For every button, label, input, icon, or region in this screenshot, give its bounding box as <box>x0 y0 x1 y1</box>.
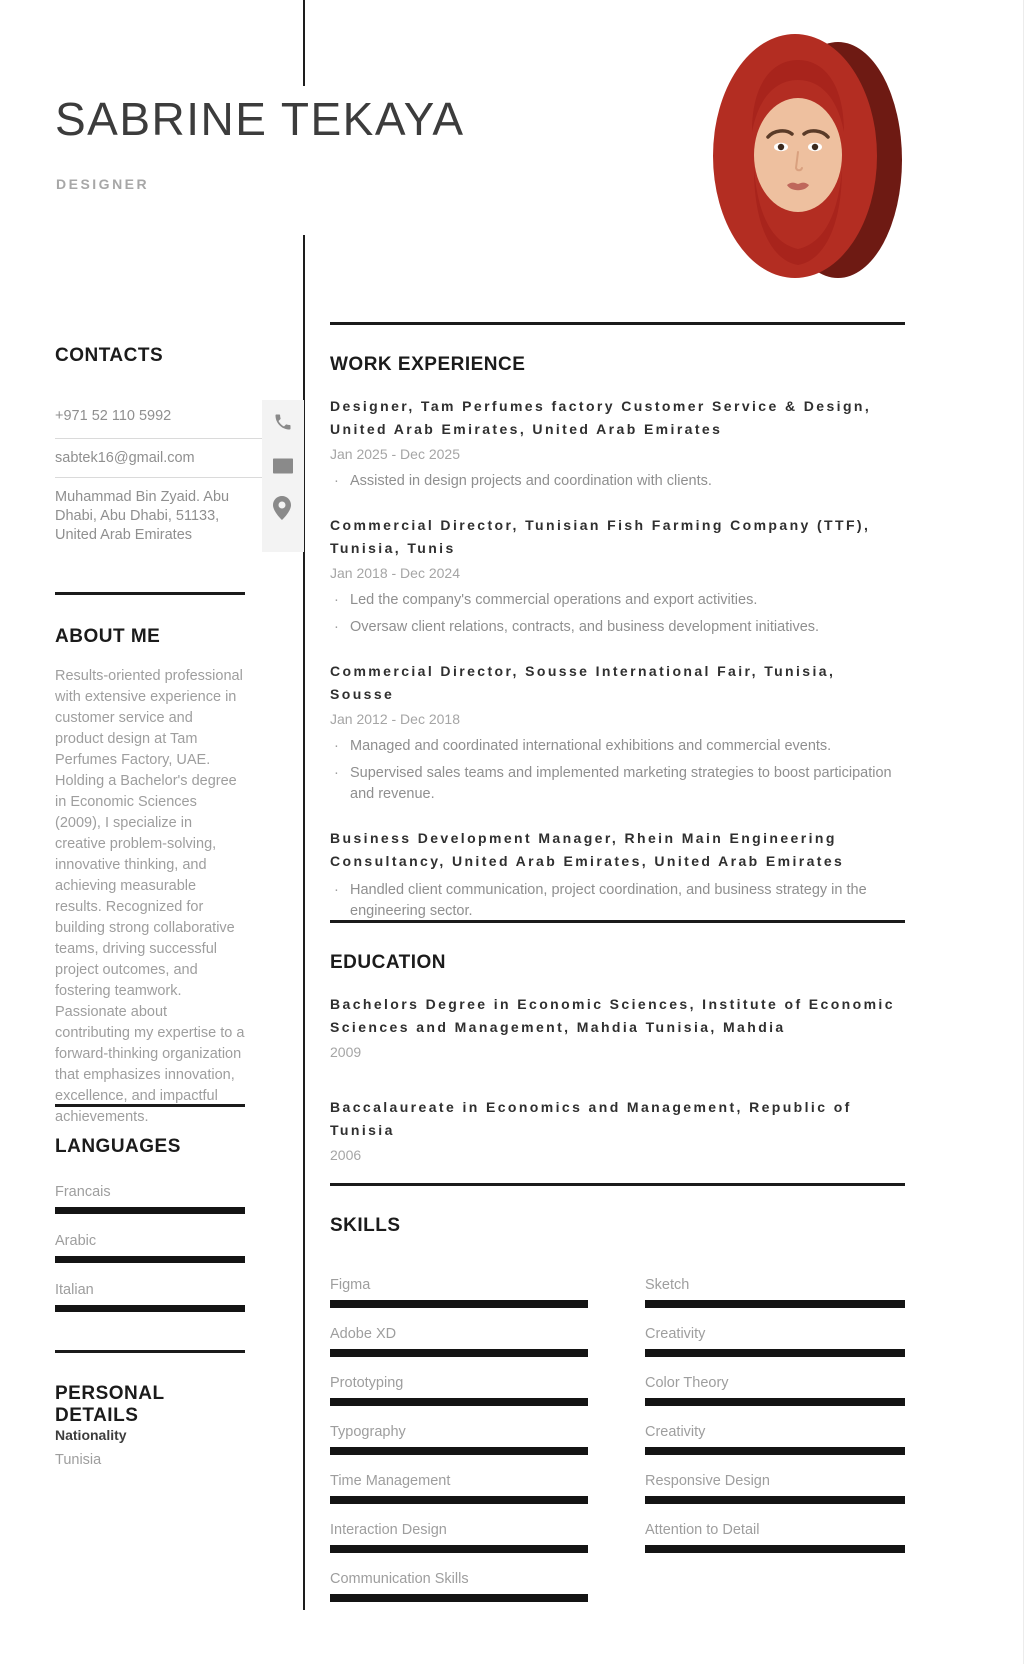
bullet-text: Managed and coordinated international exhibitions and commercial events. <box>350 738 832 754</box>
about-text: Results-oriented professional with extensive experience in customer service and product design at Tam Perfumes Factory, UAE. Holding a Bachelor's degree in Economic Sciences (2009), I specialize in creative problem-solving, innovative thinking, and achieving measurable results. Recognized for building strong collaborative teams, driving successful project outcomes, and fostering teamwork. Passionate about contributing my expertise to a forward-thinking organization that emphasizes innovation, excellence, and impactful achievements. <box>55 668 245 1125</box>
skills-heading: SKILLS <box>330 1215 401 1236</box>
skill-level-bar <box>645 1447 905 1455</box>
skill-level-bar <box>645 1496 905 1504</box>
job-bullet <box>330 880 905 922</box>
skill-item <box>330 1570 588 1602</box>
skill-item <box>330 1276 588 1308</box>
email-value: sabtek16@gmail.com <box>55 450 195 466</box>
skill-item <box>330 1472 588 1504</box>
job-dates: Jan 2012 - Dec 2018 <box>330 711 460 727</box>
skill-item <box>645 1521 905 1553</box>
mail-icon <box>273 458 293 474</box>
skill-level-bar <box>330 1496 588 1504</box>
skill-label: Figma <box>330 1277 371 1293</box>
work-experience-heading: WORK EXPERIENCE <box>330 354 526 375</box>
skill-label: Creativity <box>645 1326 706 1342</box>
job-bullet <box>330 590 905 611</box>
job-bullet <box>330 763 905 805</box>
skills-column-right <box>645 1276 905 1570</box>
skill-level-bar <box>330 1300 588 1308</box>
page-title: SABRINE TEKAYA <box>55 93 465 145</box>
language-level-bar <box>55 1207 245 1214</box>
skill-item <box>645 1325 905 1357</box>
skill-level-bar <box>645 1398 905 1406</box>
language-label: Italian <box>55 1282 94 1298</box>
skill-label: Prototyping <box>330 1375 404 1391</box>
skill-level-bar <box>330 1447 588 1455</box>
skill-item <box>330 1374 588 1406</box>
job-bullets <box>330 471 905 492</box>
job-title: Commercial Director, Tunisian Fish Farming Company (TTF), Tunisia, Tunis <box>330 517 871 556</box>
skill-level-bar <box>645 1300 905 1308</box>
bullet-text: Led the company's commercial operations and export activities. <box>350 592 758 608</box>
skill-label: Adobe XD <box>330 1326 397 1342</box>
about-heading: ABOUT ME <box>55 626 161 647</box>
job-entry <box>330 827 905 922</box>
contact-separator <box>55 477 263 478</box>
education-entry <box>330 1096 905 1165</box>
skill-item <box>330 1521 588 1553</box>
bullet-dot-icon: · <box>334 765 339 781</box>
skill-item <box>645 1276 905 1308</box>
education-title: Bachelors Degree in Economic Sciences, Institute of Economic Sciences and Management, Mahdia Tunisia, Mahdia <box>330 996 895 1035</box>
skill-item <box>645 1374 905 1406</box>
education-year: 2006 <box>330 1147 362 1163</box>
bullet-dot-icon: · <box>334 882 339 898</box>
languages-list <box>55 1182 245 1329</box>
vertical-divider-top <box>303 0 305 86</box>
bullet-text: Assisted in design projects and coordination with clients. <box>350 473 712 489</box>
languages-heading: LANGUAGES <box>55 1136 181 1157</box>
job-entry <box>330 395 905 492</box>
section-rule <box>55 1104 245 1107</box>
job-bullets <box>330 736 905 805</box>
skill-item <box>330 1325 588 1357</box>
nationality-label: Nationality <box>55 1427 127 1443</box>
contacts-heading: CONTACTS <box>55 345 164 366</box>
skill-label: Time Management <box>330 1473 451 1489</box>
job-entry <box>330 514 905 638</box>
job-dates: Jan 2025 - Dec 2025 <box>330 446 460 462</box>
language-level-bar <box>55 1305 245 1312</box>
job-bullets <box>330 590 905 638</box>
section-rule <box>330 920 905 923</box>
language-label: Arabic <box>55 1233 97 1249</box>
portrait-illustration <box>700 18 905 283</box>
language-item <box>55 1182 245 1214</box>
phone-value: +971 52 110 5992 <box>55 408 172 424</box>
bullet-dot-icon: · <box>334 592 339 608</box>
job-title: Commercial Director, Sousse International Fair, Tunisia, Sousse <box>330 663 836 702</box>
skill-level-bar <box>330 1594 588 1602</box>
job-bullet <box>330 471 905 492</box>
education-title: Baccalaureate in Economics and Management, Republic of Tunisia <box>330 1099 852 1138</box>
skill-item <box>330 1423 588 1455</box>
job-title: Designer, Tam Perfumes factory Customer Service & Design, United Arab Emirates, United Arab Emirates <box>330 398 872 437</box>
skill-label: Interaction Design <box>330 1522 447 1538</box>
skill-item <box>645 1423 905 1455</box>
section-rule <box>330 1183 905 1186</box>
phone-icon <box>273 412 293 432</box>
bullet-text: Oversaw client relations, contracts, and business development initiatives. <box>350 619 820 635</box>
skill-label: Communication Skills <box>330 1571 469 1587</box>
location-icon <box>273 496 291 520</box>
bullet-dot-icon: · <box>334 619 339 635</box>
section-rule <box>55 592 245 595</box>
language-label: Francais <box>55 1184 111 1200</box>
skill-item <box>645 1472 905 1504</box>
job-entry <box>330 660 905 805</box>
bullet-dot-icon: · <box>334 738 339 754</box>
section-rule <box>330 322 905 325</box>
language-item <box>55 1280 245 1312</box>
address-value: Muhammad Bin Zyaid. Abu Dhabi, Abu Dhabi, 51133, United Arab Emirates <box>55 489 230 543</box>
nationality-value: Tunisia <box>55 1452 102 1468</box>
work-experience-list <box>330 395 905 944</box>
skill-label: Creativity <box>645 1424 706 1440</box>
skill-label: Responsive Design <box>645 1473 770 1489</box>
skill-level-bar <box>645 1545 905 1553</box>
education-heading: EDUCATION <box>330 952 447 973</box>
skill-level-bar <box>330 1545 588 1553</box>
education-year: 2009 <box>330 1044 362 1060</box>
language-level-bar <box>55 1256 245 1263</box>
job-bullets <box>330 880 905 922</box>
job-bullet <box>330 617 905 638</box>
contact-icons-panel <box>262 400 304 552</box>
skill-label: Color Theory <box>645 1375 729 1391</box>
skill-level-bar <box>330 1349 588 1357</box>
profile-photo <box>700 18 905 283</box>
skill-label: Typography <box>330 1424 406 1440</box>
job-bullet <box>330 736 905 757</box>
job-title: Business Development Manager, Rhein Main Engineering Consultancy, United Arab Emirates, United Arab Emirates <box>330 830 845 869</box>
language-item <box>55 1231 245 1263</box>
personal-details-heading: PERSONAL DETAILS <box>55 1383 165 1426</box>
bullet-text: Supervised sales teams and implemented marketing strategies to boost participation and revenue. <box>350 765 892 802</box>
job-dates: Jan 2018 - Dec 2024 <box>330 565 460 581</box>
skill-label: Attention to Detail <box>645 1522 760 1538</box>
bullet-text: Handled client communication, project coordination, and business strategy in the engineering sector. <box>350 882 867 919</box>
contact-separator <box>55 438 263 439</box>
bullet-dot-icon: · <box>334 473 339 489</box>
education-entry <box>330 993 905 1062</box>
skill-level-bar <box>330 1398 588 1406</box>
education-list <box>330 993 905 1199</box>
skill-level-bar <box>645 1349 905 1357</box>
skills-column-left <box>330 1276 588 1619</box>
section-rule <box>55 1350 245 1353</box>
job-title-subheading: DESIGNER <box>56 176 150 192</box>
skill-label: Sketch <box>645 1277 690 1293</box>
